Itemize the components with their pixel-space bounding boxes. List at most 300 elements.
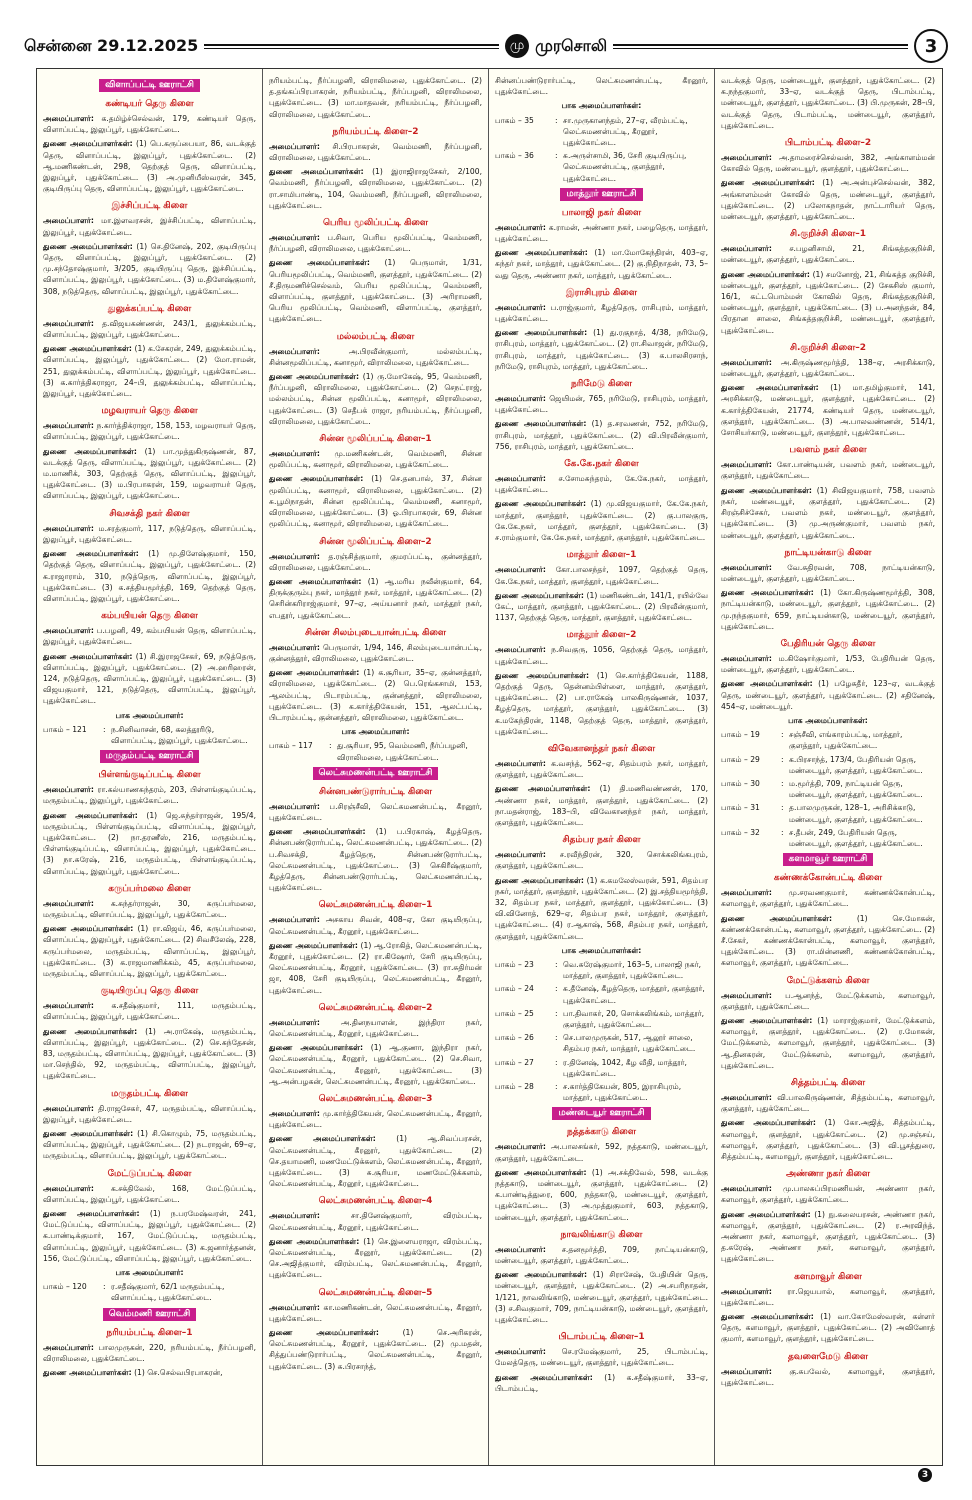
branch-heading: லெட்சுமணன்பட்டி கிளை–1	[318, 900, 433, 911]
organiser-details: (1) ஆ.சிவப்பரசன், லெட்சுமணன்பட்டி, கீரனூர், புதுக்கோட்டை. (2) செ.தயாமணி, மணமேட்டுக்களம், லெட்சுமணன்பட்டி, கீரனூர், புதுக்கோட்டை. (3) சு.சூரியா, மணமேட்டுக்களம், லெட்சுமணன்பட்டி, கீரனூர், புதுக்கோட்டை.	[269, 1134, 482, 1189]
organiser-details: (1) தி.மணிவண்ணன், 170, அண்ணா நகர், மாத்தூர், குளத்தூர், புதுக்கோட்டை. (2) நா.மதன்ராஜ், 183–பி, விவேகானந்தர் நகர், மாத்தூர், குளத்தூர், புதுக்கோட்டை.	[495, 784, 708, 827]
paper-name: முரசொலி	[535, 35, 608, 55]
organiser-details: (1) மு.விஜயகுமார், கே.கே.நகர், மாத்தூர், குளத்தூர், புதுக்கோட்டை. (2) கு.பாலகுரு, கே.கே.நகர், மாத்தூர், குளத்தூர், புதுக்கோட்டை. (3) ச.ராம்குமார், கே.கே.நகர், மாத்தூர், குளத்தூர், புதுக்கோட்டை.	[495, 499, 708, 543]
organiser-details: அசகாய சிவன், 408–ஏ, கோ குடியிருப்பு, லெட்சுமணன்பட்டி, கீரனூர், புதுக்கோட்டை.	[269, 915, 482, 936]
organiser-details: (1) அ.ராகேஷ், மருதம்பட்டி, விளாப்பட்டி, இலுப்பூர், புதுக்கோட்டை. (2) செ.சுந்தேசன், 83, மருதம்பட்டி, விளாப்பட்டி, இலுப்பூர், புதுக்கோட்டை. (3) மா.செந்தில், 92, மருதம்பட்டி, விளாப்பட்டி, இலுப்பூர், புதுக்கோட்டை.	[43, 1026, 256, 1081]
organiser-details: (1) நு.கலையரசன், அண்ணா நகர், களமாவூர், குளத்தூர், புதுக்கோட்டை. (2) ர.அரவிந்த், அண்ணா நகர், களமாவூர், குளத்தூர், புதுக்கோட்டை. (3) த.சுரேஷ், அண்ணா நகர், களமாவூர், குளத்தூர், புதுக்கோட்டை.	[721, 1209, 935, 1264]
role-label: அமைப்பாளர்:	[269, 1302, 320, 1312]
role-label: துணை அமைப்பாளர்கள்:	[495, 875, 584, 885]
branch-heading: கண்டியர் தெரு கிளை	[105, 99, 194, 109]
role-label: அமைப்பாளர்:	[43, 898, 94, 908]
organiser-entry	[721, 382, 935, 438]
organiser-entry	[269, 667, 482, 723]
organiser-details: தி.ராஜசேகர், 47, மருதம்பட்டி, விளாப்பட்டி, இலுப்பூர், புதுக்கோட்டை.	[43, 1103, 256, 1124]
organiser-entry	[43, 1103, 256, 1125]
role-label: துணை அமைப்பாளர்கள்:	[721, 913, 833, 923]
role-label: துணை அமைப்பாளர்கள்:	[43, 446, 137, 456]
branch-heading: லெட்சுமணன்பட்டி கிளை–3	[318, 1094, 433, 1105]
booth-organiser-details: பா.திவாகர், 20, சொக்கலிங்கம், மாத்தூர், குளத்தூர், புதுக்கோட்டை.	[563, 1008, 705, 1029]
organiser-entry	[721, 177, 935, 222]
organiser-details: பாலமுருகன், 220, நரியம்பட்டி, நீர்ப்பழனி, விராலிமலை, புதுக்கோட்டை.	[43, 1342, 257, 1363]
branch-heading: நத்தக்காடு கிளை	[567, 1127, 636, 1138]
role-label: அமைப்பாளர்:	[495, 565, 546, 575]
booth-organiser-details: த.பாலமுருகன், 128–1, அரிசிக்காடு, மண்டையூர், குளத்தூர், புதுக்கோட்டை.	[789, 803, 923, 824]
branch-heading: சின்ன மூலிப்பட்டி கிளை–2	[319, 536, 432, 547]
role-label: துணை அமைப்பாளர்கள்:	[269, 474, 364, 484]
organiser-entry	[721, 357, 935, 379]
organiser-details: (1) வா.கோமேஸ்வரன், கள்ளர் தெரு, களமாவூர், குளத்தூர், புதுக்கோட்டை. (2) அவினோத் குமார், களமாவூர், குளத்தூர், புதுக்கோட்டை.	[721, 1312, 935, 1344]
organiser-details: (1) சிவிஜயகுமார், 758, பவளம் நகர், மண்டையூர், குளத்தூர், புதுக்கோட்டை. (2) சிரஞ்சிச்சேகர், பவளம் நகர், மண்டையூர், குளத்தூர், புதுக்கோட்டை. (3) மு.அருண்குமார், பவளம் நகர், மண்டையூர், குளத்தூர், புதுக்கோட்டை.	[721, 485, 936, 540]
organiser-details: (1) சி.கொழும், 75, மருதம்பட்டி, விளாப்பட்டி, இலுப்பூர், புதுக்கோட்டை. (2) நடராஜன், 69–ஏ, மருதம்பட்டி, விளாப்பட்டி, இலுப்பூர், புதுக்கோட்டை.	[43, 1129, 256, 1161]
panchayat-heading: வெம்மணி ஊராட்சி	[103, 1308, 197, 1321]
role-label: துணை அமைப்பாளர்கள்:	[269, 1043, 363, 1053]
organiser-entry	[495, 473, 708, 495]
organiser-details: (1) பா.முத்துகிருஷ்ணன், 87, வடக்குத் தெரு, விளாப்பட்டி, இலுப்பூர், புதுக்கோட்டை. (2) ம.மாணிக், 303, தெற்குத் தெரு, விளாப்பட்டி, இலுப்பூர், புதுக்கோட்டை. (3) ம.பிரபாகரன், 159, மழவராயர் தெரு, விளாப்பட்டி, இலுப்பூர், புதுக்கோட்டை.	[43, 446, 256, 501]
panchayat-heading: லெட்சுமணன்பட்டி ஊராட்சி	[313, 767, 439, 780]
organiser-details: ப.சிவா, பெரிய மூலிப்பட்டி, வெம்மணி, நீர்ப்பழனி, விராலிமலை, புதுக்கோட்டை.	[269, 233, 482, 254]
organiser-entry	[495, 247, 708, 281]
organiser-entry	[43, 215, 256, 237]
role-label: துணை அமைப்பாளர்கள்:	[495, 499, 586, 509]
organiser-entry	[495, 1167, 708, 1223]
role-label: அமைப்பாளர்:	[269, 1109, 320, 1119]
organiser-entry	[269, 1017, 482, 1039]
column-4	[715, 69, 941, 1465]
organiser-entry	[269, 1302, 482, 1324]
organiser-details: க.ராமன், அண்ணா நகர், பழைதெரு, மாத்தூர், புதுக்கோட்டை.	[495, 222, 708, 244]
organiser-details: கோ.பாலசந்தர், 1097, தெற்குத் தெரு, கே.கே.நகர், மாத்தூர், குளத்தூர், புதுக்கோட்டை.	[495, 565, 708, 586]
organiser-details: (1) இராஜிராஜசேகர், 2/100, வெம்மணி, நீர்ப்பழனி, விராலிமலை, புதுக்கோட்டை. (2) ரா.சாமிபாண்டி, 104, வெம்மணி, நீர்ப்பழனி, விராலிமலை, புதுக்கோட்டை.	[269, 167, 483, 210]
organiser-details: (1) மா.மோகேந்திரன், 403–ஏ, சுந்தர் நகர், மாத்தூர், புதுக்கோட்டை. (2) கு.நிதிநாதன், 73, 5–வது தெரு, அண்ணா நகர், மாத்தூர், புதுக்கோட்டை.	[495, 248, 708, 280]
role-label: துணை அமைப்பாளர்கள்:	[495, 1372, 593, 1382]
organiser-entry	[269, 642, 482, 664]
organiser-details: வடக்குத் தெரு, மண்டையூர், குளத்தூர், புதுக்கோட்டை. (2) க.நந்தகுமார், 33–ஏ, வடக்குத் தெரு, பிடாம்பட்டி, மண்டையூர், குளத்தூர், புதுக்கோட்டை. (3) பி.முருகன், 28–பி, வடக்குத் தெரு, பிடாம்பட்டி, மண்டையூர், குளத்தூர், புதுக்கோட்டை.	[721, 76, 935, 130]
role-label: அமைப்பாளர்:	[269, 1211, 320, 1221]
role-label: துணை அமைப்பாளர்கள்:	[495, 590, 584, 600]
branch-heading: பிள்ளங்குடிப்பட்டி கிளை	[98, 770, 201, 781]
role-label: அமைப்பாளர்:	[721, 153, 772, 163]
organiser-entry	[269, 473, 482, 529]
organiser-entry	[495, 875, 708, 942]
organiser-details: அ.தாமரைச்செல்வன், 382, அங்காளம்மன் கோவில் தெரு, மண்டையூர், குளத்தூர், புதுக்கோட்டை.	[721, 153, 935, 174]
branch-heading: பிடாம்பட்டி கிளை–2	[784, 138, 872, 149]
organiser-entry	[269, 1236, 482, 1281]
organiser-details: (1) ரு.மோகேஷ், 95, வெம்மணி, நீர்ப்பழனி, விராலிமலை, புதுக்கோட்டை. (2) செநட்ராஜ், மல்லம்பட்டி, சின்ன மூலிப்பட்டி, கனாமூர், விராலிமலை, புதுக்கோட்டை. (3) செதீபக் ராஜா, நரியம்பட்டி, நீர்ப்பழனி, விராலிமலை, புதுக்கோட்டை.	[269, 372, 482, 426]
booth-organisers-label: பாக அமைப்பாளர்கள்:	[561, 101, 642, 111]
booth-number: பாகம் – 28	[495, 1082, 534, 1092]
role-label: துணை அமைப்பாளர்கள்:	[43, 810, 138, 820]
organiser-entry	[721, 1366, 935, 1388]
role-label: துணை அமைப்பாளர்கள்:	[43, 139, 133, 149]
organiser-entry	[495, 1372, 708, 1394]
role-label: அமைப்பாளர்:	[495, 1244, 546, 1254]
booth-colon: :	[781, 778, 784, 788]
organiser-details: (1) செ.அரிகரன், லெட்சுமணன்பட்டி, கீரனூர், புதுக்கோட்டை. (2) மு.மதன், சித்துப்பண்டுரார்பட்டி, லெட்சுமணன்பட்டி, கீரனூர், புதுக்கோட்டை. (3) சு.பிரசாந்த்,	[269, 1328, 482, 1371]
footer-page-number: 3	[918, 1468, 932, 1482]
organiser-entry	[495, 670, 708, 737]
role-label: அமைப்பாளர்:	[495, 1142, 546, 1152]
role-label: அமைப்பாளர்:	[43, 216, 94, 226]
booth-organiser-details: சு.தீனேஷ், கீழத்தெரு, மாத்தூர், குளத்தூர், புதுக்கோட்டை.	[563, 984, 705, 1005]
booth-entry	[721, 778, 935, 800]
role-label: அமைப்பாளர்:	[721, 990, 772, 1000]
organiser-details: (1) பழேசுதீர், 123–ஏ, வடக்குத் தெரு, மண்டையூர், குளத்தூர், புதுக்கோட்டை. (2) சதினேஷ், 454–ஏ, மண்டையூர்.	[721, 679, 936, 711]
organiser-details: ப.பழனி, 49, கம்பயியன் தெரு, விளாப்பட்டி, இலுப்பூர், புதுக்கோட்டை.	[43, 626, 256, 647]
role-label: அமைப்பாளர்:	[721, 1286, 772, 1296]
booth-entry	[43, 724, 256, 746]
role-label: அமைப்பாளர்:	[43, 1001, 94, 1011]
role-label: துணை அமைப்பாளர்கள்:	[43, 1129, 134, 1139]
organiser-entry	[495, 644, 708, 666]
role-label: அமைப்பாளர்:	[43, 785, 94, 795]
paper-logo-icon: மு	[505, 34, 529, 58]
organiser-entry	[495, 758, 708, 780]
branch-heading: சிதம்பர நகர் கிளை	[562, 835, 641, 846]
booth-number: பாகம் – 121	[43, 724, 87, 734]
role-label: துணை அமைப்பாளர்கள்:	[721, 269, 810, 279]
organiser-details: ம.கிஷோர்குமார், 1/53, பேதிரியன் தெரு, மண்டையூர், குளத்தூர், புதுக்கோட்டை.	[721, 653, 935, 675]
panchayat-heading: களமாவூர் ஊராட்சி	[783, 853, 874, 866]
organiser-details: ரா.கல்யாணசுந்தரம், 203, பிள்ளங்குடிப்பட்டி, மருதம்பட்டி, இலுப்பூர், புதுக்கோட்டை.	[43, 785, 256, 806]
role-label: அமைப்பாளர்:	[43, 1183, 94, 1193]
organiser-entry	[43, 651, 256, 707]
column-1	[37, 69, 263, 1465]
organiser-entry	[43, 1000, 256, 1022]
panchayat-heading: மண்டையூர் ஊராட்சி	[552, 1107, 650, 1120]
organiser-details: ந.சிவகுரு, 1056, தெற்குத் தெரு, மாத்தூர், புதுக்கோட்டை.	[495, 645, 708, 666]
organiser-entry	[43, 810, 256, 877]
booth-number: பாகம் – 35	[495, 115, 534, 125]
branch-heading: கே.கே.நகர் கிளை	[564, 459, 639, 470]
organiser-entry	[43, 113, 256, 135]
role-label: துணை அமைப்பாளர்கள்:	[495, 419, 587, 429]
organiser-entry	[269, 1108, 482, 1130]
branch-heading: அண்ணா நகர் கிளை	[785, 1169, 871, 1180]
role-label: துணை அமைப்பாளர்கள்:	[721, 178, 815, 188]
organiser-entry	[43, 1183, 256, 1205]
organiser-details: (1) செ.மோகன், கண்ணக்கோன்பட்டி, களமாவூர், குளத்தூர், புதுக்கோட்டை. (2) சீ.சேகர், கண்ணக்கோன்பட்டி, களமாவூர், குளத்தூர், புதுக்கோட்டை. (3) ரா.மின்னணி, கண்ணக்கோன்பட்டி, களமாவூர், குளத்தூர், புதுக்கோட்டை.	[721, 913, 936, 968]
organiser-entry	[495, 75, 708, 97]
organiser-entry	[269, 232, 482, 254]
branch-heading: சித்தம்பட்டி கிளை	[790, 1078, 866, 1089]
organiser-details: சி.பிரபாகரன், வெம்மணி, நீர்ப்பழனி, விராலிமலை, புதுக்கோட்டை.	[269, 141, 482, 163]
role-label: அமைப்பாளர்:	[721, 244, 772, 254]
booth-colon: :	[781, 803, 784, 813]
branch-heading: பிடாம்பட்டி கிளை–1	[558, 1332, 645, 1343]
booth-organisers-label: பாக அமைப்பாளர்கள்:	[561, 945, 642, 955]
booth-entry	[495, 1081, 708, 1103]
role-label: அமைப்பாளர்:	[495, 645, 546, 655]
role-label: துணை அமைப்பாளர்கள்:	[43, 924, 134, 934]
booth-number: பாகம் – 31	[721, 803, 760, 813]
role-label: துணை அமைப்பாளர்கள்:	[43, 1209, 140, 1219]
organiser-details: மு.மணிகண்டன், வெம்மணி, சின்ன மூலிப்பட்டி, கனாமூர், விராலிமலை, புதுக்கோட்டை.	[269, 449, 483, 470]
organiser-details: ப.ஆனந்த், மேட்டுக்களம், களமாவூர், குளத்தூர், புதுக்கோட்டை.	[721, 990, 935, 1011]
organiser-details: ச.ரவீந்திரன், 320, சொக்கலிங்கபுரம், குளத்தூர், புதுக்கோட்டை.	[495, 850, 708, 871]
organiser-details: அ.தினநயாளன், இந்திரா நகர், லெட்சுமணன்பட்டி, கீரனூர், புதுக்கோட்டை.	[269, 1017, 482, 1038]
role-label: அமைப்பாளர்:	[43, 114, 94, 123]
branch-heading: சின்ன மூலிப்பட்டி கிளை–1	[319, 434, 432, 445]
role-label: துணை அமைப்பாளர்கள்:	[269, 167, 364, 177]
organiser-entry	[43, 138, 256, 194]
organiser-entry	[495, 849, 708, 871]
organiser-details: ச.பழனிசாமி, 21, சிங்கத்தகுறிச்சி, மண்டையூர், குளத்தூர், புதுக்கோட்டை.	[721, 244, 935, 265]
booth-organiser-details: சு.அருள்சாமி, 36, சேரி குடியிருப்பு, லெட்சுமணன்பட்டி, குளத்தூர், புதுக்கோட்டை.	[563, 151, 687, 183]
role-label: அமைப்பாளர்:	[269, 642, 320, 652]
organiser-details: பெருமாள், 1/94, 146, சிலம்புடையான்பட்டி, குன்னத்தூர், விராலிமலை, புதுக்கோட்டை.	[269, 642, 482, 663]
organiser-entry	[495, 327, 708, 372]
organiser-details: மு.பாலசுப்பிரமணியன், அண்ணா நகர், களமாவூர், குளத்தூர், புதுக்கோட்டை.	[721, 1184, 935, 1205]
organiser-details: (1) க.சூரியா, 35–ஏ, குன்னத்தூர், விராலிமலை, புதுக்கோட்டை. (2) பெ.ரெங்கசாமி, 153, ஆலம்பட்டி, பிடாரம்பட்டி, குன்னத்தூர், விராலிமலை, புதுக்கோட்டை. (3) க.கார்த்திகேயன், 151, ஆலட்பட்டி, பிடாரம்பட்டி, குன்னத்தூர், விராலிமலை, புதுக்கோட்டை.	[269, 668, 482, 722]
organiser-entry	[269, 551, 482, 573]
organiser-details: க.வசந்த், 562–ஏ, சிதம்பரம் நகர், மாத்தூர், குளத்தூர், புதுக்கோட்டை.	[495, 758, 708, 780]
organiser-entry	[721, 1117, 935, 1162]
role-label: துணை அமைப்பாளர்கள்:	[269, 940, 358, 950]
organiser-details: மு.கார்த்திகேயன், லெட்சுமணன்பட்டி, கீரனூர், புதுக்கோட்டை.	[269, 1109, 482, 1130]
organiser-entry	[269, 166, 482, 211]
booth-colon: :	[555, 115, 558, 125]
role-label: துணை அமைப்பாளர்கள்:	[495, 248, 588, 258]
panchayat-heading: மாத்தூர் ஊராட்சி	[560, 188, 642, 201]
branch-heading: சிவசக்தி நகர் கிளை	[109, 508, 190, 519]
organiser-details: (1) மாராஜ்குமார், மேட்டுக்களம், களமாவூர், குளத்தூர், புதுக்கோட்டை. (2) ர.மோகன், மேட்டுக்களம், களமாவூர், குளத்தூர், புதுக்கோட்டை. (3) ஆ.தினகரன், மேட்டுக்களம், களமாவூர், குளத்தூர், புதுக்கோட்டை.	[721, 1016, 935, 1070]
booth-entry	[495, 150, 708, 184]
masthead-rule	[204, 44, 499, 49]
masthead	[24, 32, 948, 60]
booth-number: பாகம் – 29	[721, 754, 760, 764]
role-label: அமைப்பாளர்:	[43, 626, 94, 636]
role-label: அமைப்பாளர்:	[269, 233, 320, 243]
booth-entry	[495, 983, 708, 1005]
booth-number: பாகம் – 23	[495, 959, 534, 969]
booth-colon: :	[555, 1008, 558, 1018]
organiser-details: வே.சுதிரவன், 708, நாட்டியன்காடு, மண்டையூர், குளத்தூர், புதுக்கோட்டை.	[721, 562, 935, 583]
branch-heading: பேதிரியன் தெரு கிளை	[780, 638, 876, 649]
organiser-details: (1) மா.தமிழ்குமார், 141, அரசிக்காடு, மண்டையூர், குளத்தூர், புதுக்கோட்டை. (2) க.கார்த்திகேயன், 21774, கண்டியர் தெரு, மண்டையூர், குளத்தூர், புதுக்கோட்டை. (3) அ.பாலவண்ணன், 514/1, சோசியர்காடு, மண்டையூர், குளத்தூர், புதுக்கோட்டை.	[721, 383, 935, 438]
branch-heading: பவளம் நகர் கிளை	[789, 445, 867, 456]
organiser-entry	[495, 1269, 708, 1325]
organiser-entry	[721, 1183, 935, 1205]
organiser-entry	[269, 1210, 482, 1232]
booth-colon: :	[103, 1282, 106, 1292]
organiser-details: (1) ஜெ.சுந்தர்ராஜன், 195/4, மருதம்பட்டி, பிள்ளங்குடிப்பட்டி, விளாப்பட்டி, இலுப்பூர், புதுக்கோட்டை. (2) நா.தரணீஸ், 216, மருதம்பட்டி, பிள்ளங்குடிப்பட்டி, விளாப்பட்டி, இலுப்பூர், புதுக்கோட்டை. (3) நா.சுரேஷ், 216, மருதம்பட்டி, பிள்ளங்குடிப்பட்டி, விளாப்பட்டி, இலுப்பூர், புதுக்கோட்டை.	[43, 810, 256, 876]
organiser-details: (1) மணிகண்டன், 141/1, ரயில்வே கேட், மாத்தூர், குளத்தூர், புதுக்கோட்டை. (2) பிரவீன்குமார், 1137, தெற்குத் தெரு, மாத்தூர், குளத்தூர், புதுக்கோட்டை.	[495, 590, 708, 623]
role-label: துணை அமைப்பாளர்கள்:	[269, 372, 359, 382]
branch-heading: சி.குறிச்சி கிளை–1	[789, 229, 867, 240]
branch-heading: லெட்சுமணன்பட்டி கிளை–2	[318, 1002, 433, 1013]
organiser-entry	[721, 678, 935, 712]
organiser-entry	[269, 940, 482, 996]
branch-heading: நாவலிங்காடு கிளை	[560, 1229, 643, 1240]
booth-number: பாகம் – 120	[43, 1282, 87, 1292]
booth-organiser-details: ந.சினிவாசன், 68, கலத்தூரிடு, விளாப்பட்டி, இலுப்பூர், புதுக்கோட்டை.	[111, 724, 248, 745]
organiser-details: (1) அ.அன்புச்செல்வன், 382, அங்காளம்மன் கோவில் தெரு, மண்டையூர், குளத்தூர், புதுக்கோட்டை. (2) பலோகநாதன், நாட்டாரியர் தெரு, மண்டையூர், குளத்தூர், புதுக்கோட்டை.	[721, 178, 935, 222]
organiser-entry	[721, 1092, 935, 1114]
branch-heading: தவளைமேடு கிளை	[788, 1351, 868, 1362]
organiser-details: (1) ந.பரமேஷ்வரன், 241, மேட்டுப்பட்டி, விளாப்பட்டி, இலுப்பூர், புதுக்கோட்டை. (2) க.பாண்டிக்குமார், 167, மேட்டுப்பட்டி, மருதம்பட்டி, விளாப்பட்டி, இலுப்பூர், புதுக்கோட்டை. (3) க.ஜனார்த்தனன், 156, மேட்டுப்பட்டி, விளாப்பட்டி, இலுப்பூர், புதுக்கோட்டை.	[43, 1209, 256, 1263]
booth-organiser-details: சஞ்சீவி, எங்காரம்பட்டி, மாத்தூர், குளத்தூர், புதுக்கோட்டை.	[789, 730, 903, 751]
organiser-details: (1) அ.சக்திவேல், 598, வடக்கு நத்தகாடு, மண்டையூர், குளத்தூர், புதுக்கோட்டை. (2) க.பாண்டித்துரை, 600, நத்தகாடு, மண்டையூர், குளத்தூர், புதுக்கோட்டை. (3) அ.முத்துகுமார், 603, நத்தகாடு, மண்டையூர், குளத்தூர், புதுக்கோட்டை.	[495, 1167, 708, 1222]
organiser-details: (1) செ.தனபால், 37, சின்ன மூலிப்பட்டி, கனாமூர், விராலிமலை, புதுக்கோட்டை. (2) சு.பூமிநாதன், சின்ன மூலிப்பட்டி, வெம்மணி, கனாமூர், விராலிமலை, புதுக்கோட்டை. (3) ஓ.பிரபாகரன், 69, சின்ன மூலிப்பட்டி, கனாமூர், விராலிமலை, புதுக்கோட்டை.	[269, 474, 482, 529]
role-label: அமைப்பாளர்:	[495, 758, 546, 768]
organiser-entry	[269, 576, 482, 621]
organiser-details: (1) பெ.கருப்பையா, 86, வடக்குத் தெரு, விளாப்பட்டி, இலுப்பூர், புதுக்கோட்டை. (2) ஆ.மணிகண்டன், 298, தெற்குத் தெரு, விளாப்பட்டி, இலுப்பூர், புதுக்கோட்டை. (3) அ.முனியீஸ்வரன், 345, குடியிருப்பு தெரு, விளாப்பட்டி, இலுப்பூர், புதுக்கோட்டை.	[43, 139, 256, 194]
role-label: துணை அமைப்பாளர்கள்:	[495, 328, 588, 338]
organiser-details: மு.சரவணகுமார், கண்ணக்கோன்பட்டி, களமாவூர், குளத்தூர், புதுக்கோட்டை.	[721, 888, 935, 909]
role-label: துணை அமைப்பாளர்கள்:	[43, 344, 132, 354]
organiser-entry	[721, 459, 935, 481]
organiser-details: ப.சிரஞ்சீவி, லெட்சுமணன்பட்டி, கீரனூர், புதுக்கோட்டை.	[269, 801, 482, 822]
organiser-entry	[269, 1133, 482, 1189]
organiser-details: (1) செ.இளையராஜா, விரம்பட்டி, லெட்சுமணன்பட்டி, கீரனூர், புதுக்கோட்டை. (2) செ.அஜித்குமார், விரம்பட்டி, லெட்சுமணன்பட்டி, கீரனூர், புதுக்கோட்டை.	[269, 1236, 482, 1280]
booth-entry	[495, 1008, 708, 1030]
organiser-details: செ.ரமேஷ்குமார், 25, பிடாம்பட்டி, மேலத்தெரு, மண்டையூர், குளத்தூர், புதுக்கோட்டை.	[495, 1347, 708, 1368]
organiser-details: ந.கார்த்திக்ராஜா, 158, 153, மழவராயர் தெரு, விளாப்பட்டி, இலுப்பூர், புதுக்கோட்டை.	[43, 421, 256, 442]
role-label: துணை அமைப்பாளர்கள்:	[495, 784, 591, 794]
organiser-entry	[495, 393, 708, 415]
role-label: அமைப்பாளர்:	[269, 915, 320, 925]
branch-heading: கருப்பர்மலை கிளை	[108, 883, 191, 894]
branch-heading: இராசிபுரம் கிளை	[566, 287, 637, 298]
booth-number: பாகம் – 25	[495, 1008, 534, 1018]
booth-organisers-label: பாக அமைப்பாளர்:	[115, 1268, 184, 1278]
organiser-entry	[721, 485, 935, 541]
branch-heading: மாத்தூர் கிளை–2	[566, 630, 637, 641]
booth-organiser-details: சா.முருகானந்தம், 27–ஏ, வீரம்பட்டி, லெட்சுமணன்பட்டி, கீரனூர், புதுக்கோட்டை.	[563, 115, 688, 148]
organiser-entry	[269, 346, 482, 368]
role-label: அமைப்பாளர்:	[721, 562, 772, 572]
panchayat-heading: விளாப்பட்டி ஊராட்சி	[99, 79, 200, 92]
branch-heading: பாலாஜி நகர் கிளை	[561, 207, 642, 218]
role-label: துணை அமைப்பாளர்கள்:	[269, 576, 362, 586]
edition-date: சென்னை 29.12.2025	[24, 35, 199, 55]
branch-heading: மருதம்பட்டி கிளை	[111, 1088, 188, 1099]
booth-entry	[43, 1281, 256, 1303]
organiser-entry	[269, 371, 482, 427]
role-label: துணை அமைப்பாளர்கள்:	[495, 1270, 588, 1280]
organiser-entry	[721, 653, 935, 675]
organiser-details: கோ.பாண்டியன், பவளம் நகர், மண்டையூர், குளத்தூர், புதுக்கோட்டை.	[721, 460, 935, 481]
branch-heading: குடியிருப்பு தெரு கிளை	[100, 986, 199, 997]
organiser-details: த.விஜயகண்ணன், 243/1, துலுக்கம்பட்டி, விளாப்பட்டி, இலுப்பூர், புதுக்கோட்டை.	[43, 318, 256, 340]
organiser-entry	[721, 1209, 935, 1265]
role-label: துணை அமைப்பாளர்கள்:	[721, 485, 812, 495]
branch-heading: லெட்சுமணன்பட்டி கிளை–5	[318, 1287, 433, 1298]
organiser-details: ரா.ஜெயபால், களமாவூர், குளத்தூர், புதுக்கோட்டை.	[721, 1286, 935, 1307]
role-label: அமைப்பாளர்:	[269, 1017, 320, 1027]
organiser-entry	[721, 75, 935, 131]
role-label: அமைப்பாளர்:	[495, 1347, 546, 1357]
booth-number: பாகம் – 24	[495, 984, 534, 994]
branch-heading: மேட்டுப்பட்டி கிளை	[107, 1168, 192, 1179]
booth-organisers-label: பாக அமைப்பாளர்:	[341, 727, 410, 737]
organiser-details: அ.பிரவீன்குமார், மல்லம்பட்டி, சின்னமூலிப்பட்டி, கனாமூர், விராலிமலை, புதுக்கோட்டை.	[269, 346, 482, 367]
role-label: துணை அமைப்பாளர்கள்:	[269, 1328, 379, 1338]
role-label: துணை அமைப்பாளர்கள்:	[269, 258, 370, 268]
organiser-details: கா.மணிகண்டன், லெட்சுமணன்பட்டி, கீரனூர், புதுக்கோட்டை.	[269, 1302, 482, 1323]
organiser-entry	[495, 222, 708, 244]
branch-heading: நரியம்பட்டி கிளை–2	[332, 126, 419, 137]
organiser-entry	[495, 1346, 708, 1368]
organiser-details: (1) சிராசேஷ், பேதியின் தெரு, மண்டையூர், குளத்தூர், புதுக்கோட்டை. (2) அ.சபரிநாதன், 1/121, நாவலிங்காடு, மண்டையூர், குளத்தூர், புதுக்கோட்டை. (3) ச.சிவகுமார், 709, நாட்டியன்காடு, மண்டையூர், குளத்தூர், புதுக்கோட்டை.	[495, 1270, 709, 1325]
column-3	[489, 69, 715, 1465]
organiser-entry	[721, 1311, 935, 1345]
organiser-entry	[495, 564, 708, 586]
role-label: அமைப்பாளர்:	[269, 551, 320, 561]
role-label: துணை அமைப்பாளர்கள்:	[43, 1368, 132, 1378]
organiser-details: ம.சரத்குமார், 117, நடுத்தெரு, விளாப்பட்டி, இலுப்பூர், புதுக்கோட்டை.	[43, 523, 256, 544]
role-label: அமைப்பாளர்:	[495, 222, 546, 232]
masthead-rule	[613, 44, 908, 49]
branch-heading: களமாவூர் கிளை	[794, 1271, 862, 1282]
organiser-details: க.சக்திவேல், 168, மேட்டுப்பட்டி, விளாப்பட்டி, இலுப்பூர், புதுக்கோட்டை.	[43, 1183, 257, 1204]
organiser-entry	[495, 418, 708, 452]
organiser-entry	[269, 914, 482, 936]
role-label: அமைப்பாளர்:	[43, 1103, 94, 1113]
organiser-entry	[721, 1015, 935, 1071]
role-label: அமைப்பாளர்:	[721, 888, 772, 898]
role-label: அமைப்பாளர்:	[43, 1342, 94, 1352]
organiser-entry	[43, 1367, 256, 1378]
role-label: துணை அமைப்பாளர்கள்:	[721, 588, 814, 598]
organiser-details: த.ரஞ்சித்குமார், குமரப்பட்டி, குன்னத்தூர், விராலிமலை, புதுக்கோட்டை.	[269, 551, 482, 572]
role-label: அமைப்பாளர்:	[721, 1184, 772, 1194]
organiser-entry	[721, 269, 935, 336]
booth-organisers-label: பாக அமைப்பாளர்:	[115, 710, 184, 720]
role-label: துணை அமைப்பாளர்கள்:	[43, 241, 133, 251]
role-label: துணை அமைப்பாளர்கள்:	[269, 1236, 360, 1246]
organiser-details: (1) செ.செல்வபிரபாகரன்,	[134, 1368, 223, 1378]
role-label: துணை அமைப்பாளர்கள்:	[721, 383, 819, 393]
organiser-entry	[43, 523, 256, 545]
organiser-entry	[721, 887, 935, 909]
organiser-details: (1) பெருமாள், 1/31, பெரியமூலிப்பட்டி, வெம்மணி, குளத்தூர், புதுக்கோட்டை. (2) சீ.திருமணிச்செல்வம், பெரிய மூலிப்பட்டி, வெம்மணி, விளாப்பட்டி, குளத்தூர், புதுக்கோட்டை. (3) அரிராமணி, பெரிய மூலிப்பட்டி, வெம்மணி, விளாப்பட்டி, குளத்தூர், புதுக்கோட்டை.	[269, 258, 483, 324]
booth-entry	[721, 802, 935, 824]
page-number-badge: 3	[914, 29, 948, 63]
organiser-entry	[43, 898, 256, 920]
organiser-entry	[43, 1208, 256, 1264]
booth-number: பாகம் – 117	[269, 741, 313, 751]
organiser-entry	[495, 498, 708, 543]
booth-colon: :	[555, 1057, 558, 1067]
branch-heading: சின்ன சிலம்புடையான்பட்டி கிளை	[304, 627, 447, 638]
organiser-details: (1) ஆ.மரிய நவீன்குமார், 64, திருக்குரும்பு நகர், மாத்தூர் நகர், மாத்தூர், புதுக்கோட்டை. (2) செரின்கரிராஜ்குமார், 97–ஏ, அய்யனார் நகர், மாத்தூர் நகர், எபதூர், புதுக்கோட்டை.	[269, 576, 482, 620]
role-label: அமைப்பாளர்:	[495, 474, 546, 484]
role-label: துணை அமைப்பாளர்கள்:	[269, 668, 360, 678]
organiser-entry	[721, 587, 935, 632]
organiser-entry	[721, 990, 935, 1012]
organiser-entry	[721, 152, 935, 174]
organiser-details: மா.இளவரசன், இச்சிப்பட்டி, விளாப்பட்டி, இலுப்பூர், புதுக்கோட்டை.	[43, 216, 256, 237]
organiser-details: ப.ராஜ்குமார், கீழத்தெரு, ராசிபுரம், மாத்தூர், புதுக்கோட்டை.	[495, 302, 708, 324]
organiser-entry	[721, 1286, 935, 1308]
organiser-details: (1) செ.தினேஷ், 202, குடியிருப்பு தெரு, விளாப்பட்டி, இலுப்பூர், புதுக்கோட்டை. (2) மு.சந்தோஷ்குமார், 3/205, குடியிருப்பு தெரு, இச்சிப்பட்டி, விளாப்பட்டி, இலுப்பூர், புதுக்கோட்டை. (3) ம.திளேஷ்குமார், 308, நடுத்தெரு, விளாப்பட்டி, இலுப்பூர், புதுக்கோட்டை.	[43, 241, 256, 296]
role-label: துணை அமைப்பாளர்கள்:	[269, 827, 366, 837]
booth-organiser-details: ச.தீபன், 249, பேதிரியன் தெரு, மண்டையூர், குளத்தூர், புதுக்கோட்டை.	[789, 827, 923, 848]
booth-organiser-details: செ.பாலமுருகன், 517, ஆலூர் சாலை, சிதம்பர நகர், மாத்தூர், புதுக்கோட்டை.	[563, 1033, 696, 1054]
branch-heading: நாட்டியன்காடு கிளை	[784, 547, 872, 558]
organiser-entry	[269, 1042, 482, 1087]
organiser-entry	[43, 784, 256, 806]
booth-colon: :	[555, 1033, 558, 1043]
organiser-entry	[721, 913, 935, 969]
organiser-details: (1) கோ.அஜித், சித்தம்பட்டி, களமாவூர், குளத்தூர், புதுக்கோட்டை. (2) மு.சஞ்சய், களமாவூர், குளத்தூர், புதுக்கோட்டை. (3) வி.பூசத்துரை, சித்தம்பட்டி, களமாவூர், குளத்தூர், புதுக்கோட்டை.	[721, 1118, 935, 1162]
booth-entry	[495, 959, 708, 981]
branch-heading: மல்லம்பட்டி கிளை	[336, 331, 415, 342]
branch-heading: விவேகானந்தர் நகர் கிளை	[547, 743, 656, 754]
organiser-entry	[43, 420, 256, 442]
branch-heading: மேட்டுக்களம் கிளை	[786, 975, 870, 986]
